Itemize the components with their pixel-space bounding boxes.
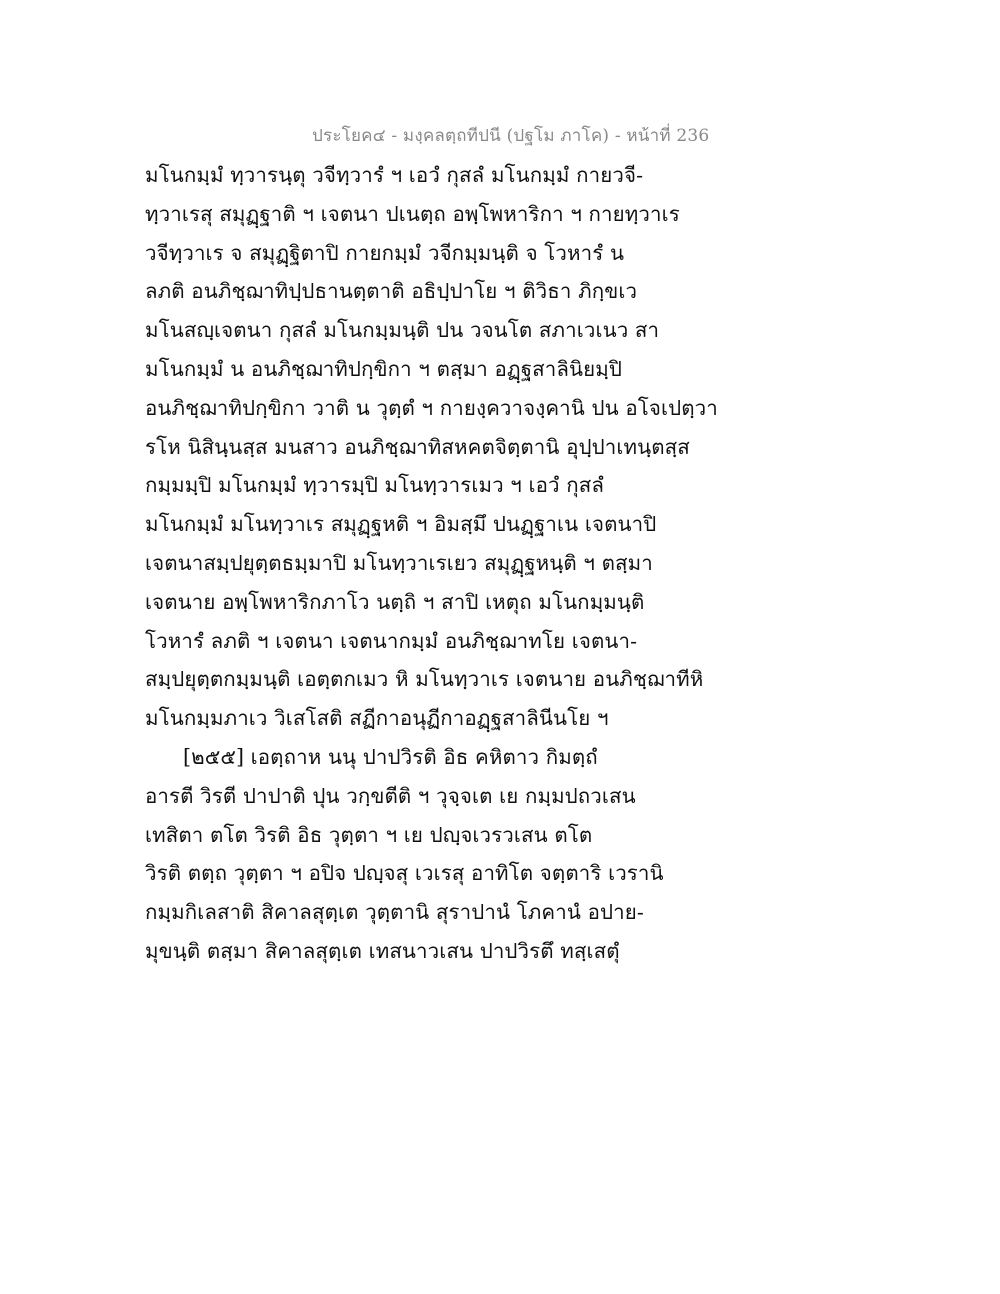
text-line: รโห นิสินฺนสฺส มนสาว อนภิชฺฌาทิสหคตจิตฺตานิ อุปฺปาเทนฺตสฺส [145, 434, 690, 459]
text-line: อนภิชฺฌาทิปกฺขิกา วาติ น วุตฺตํ ฯ กายงฺควาจงฺคานิ ปน อโจเปตฺวา [145, 395, 718, 420]
text-line: วิรติ ตตฺถ วุตฺตา ฯ อปิจ ปญฺจสุ เวเรสุ อาทิโต จตฺตาริ เวรานิ [145, 861, 664, 886]
text-line: กมฺมมฺปิ มโนกมฺมํ ทฺวารมฺปิ มโนทฺวารเมว ฯ เอวํ กุสลํ [145, 473, 605, 498]
text-line: เจตนาย อพฺโพหาริกภาโว นตฺถิ ฯ สาปิ เหตุถ มโนกมฺมนฺติ [145, 589, 645, 614]
text-line: โวหารํ ลภติ ฯ เจตนา เจตนากมฺมํ อนภิชฺฌาทโย เจตนา- [145, 628, 638, 653]
text-line: อารตี วิรตี ปาปาติ ปุน วกฺขตีติ ฯ วุจฺจเต เย กมฺมปถวเสน [145, 783, 636, 808]
text-line: เทสิตา ตโต วิรติ อิธ วุตฺตา ฯ เย ปญฺจเวรวเสน ตโต [145, 822, 593, 847]
text-line: มโนกมฺมํ ทฺวารนฺตุ วจีทฺวารํ ฯ เอวํ กุสลํ มโนกมฺมํ กายวจี- [145, 163, 644, 187]
text-line: มุขนฺติ ตสฺมา สิคาลสุตฺเต เทสนาวเสน ปาปวิรตึ ทสฺเสตุํ [145, 938, 620, 963]
text-line: มโนกมฺมํ มโนทฺวาเร สมุฏฺฐหติ ฯ อิมสฺมึ ปนฏฺฐาเน เจตนาปิ [145, 512, 657, 537]
text-line: วจีทฺวาเร จ สมุฏฺฐิตาปิ กายกมฺมํ วจีกมฺมนฺติ จ โวหารํ น [145, 240, 625, 265]
text-line: ทฺวาเรสุ สมุฏฺฐาติ ฯ เจตนา ปเนตฺถ อพฺโพหาริกา ฯ กายทฺวาเร [145, 201, 680, 226]
text-line: สมฺปยุตฺตกมฺมนฺติ เอตฺตกเมว หิ มโนทฺวาเร เจตนาย อนภิชฺฌาทีหิ [145, 667, 704, 692]
text-line: มโนสญฺเจตนา กุสลํ มโนกมฺมนฺติ ปน วจนโต สภาเวเนว สา [145, 318, 660, 343]
text-line: เจตนาสมฺปยุตฺตธมฺมาปิ มโนทฺวาเรเยว สมุฏฺฐหนฺติ ฯ ตสฺมา [145, 550, 653, 575]
paragraph-start-line: [๒๕๕] เอตฺถาห นนุ ปาปวิรติ อิธ คหิตาว กิมตฺถํ [183, 744, 598, 769]
text-line: กมฺมกิเลสาติ สิคาลสุตฺเต วุตฺตานิ สุราปานํ โภคานํ อปาย- [145, 900, 644, 925]
text-line: มโนกมฺมภาเว วิเสโสติ สฏีกาอนุฏีกาอฏฺฐสาลินีนโย ฯ [145, 706, 609, 731]
text-line: ลภติ อนภิชฺฌาทิปฺปธานตฺตาติ อธิปฺปาโย ฯ ติวิธา ภิกฺขเว [145, 279, 638, 304]
page-header: ประโยค๔ - มงฺคลตฺถทีปนี (ปฐโม ภาโค) - หน้าที่ 236 [312, 126, 710, 146]
body-text [145, 156, 718, 971]
text-line: มโนกมฺมํ น อนภิชฺฌาทิปกฺขิกา ฯ ตสฺมา อฏฺฐสาลินิยมฺปิ [145, 356, 623, 381]
